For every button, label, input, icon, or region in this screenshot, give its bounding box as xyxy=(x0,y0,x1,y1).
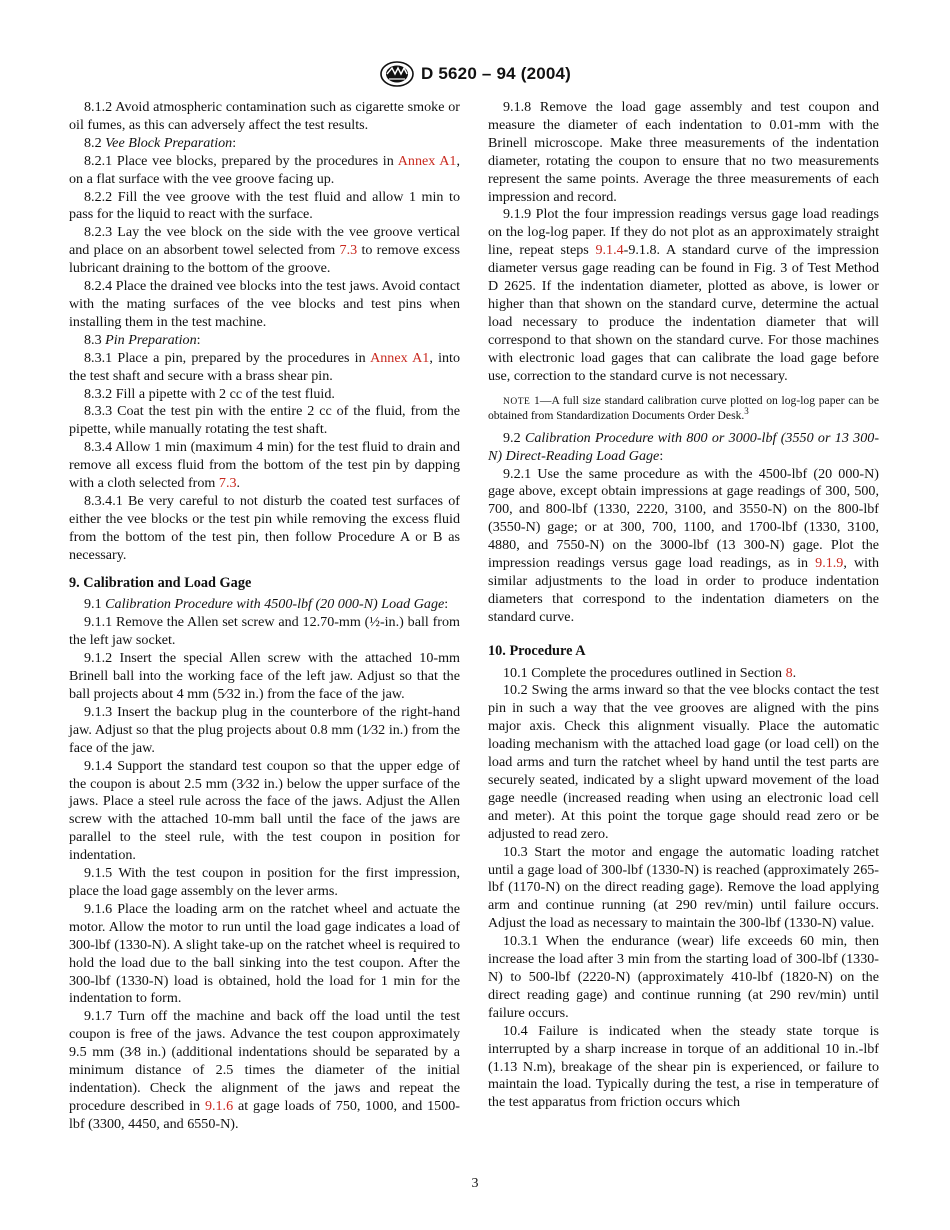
link-section-8[interactable]: 8 xyxy=(785,664,793,681)
astm-logo-icon xyxy=(379,60,415,88)
para-8-3-2: 8.3.2 Fill a pipette with 2 cc of the test fluid. xyxy=(84,385,335,402)
para-8-3-1 xyxy=(69,350,460,386)
text: to remove excess lubricant draining to the bottom of the groove. xyxy=(69,242,460,277)
note-1 xyxy=(488,394,879,424)
text: . xyxy=(792,664,797,681)
text: 9.2.1 Use the same procedure as with the 4500-lbf (20 000-N) gage above, except obtain impressions at gage readings of 300, 500, 700, and 800-lbf (1330, 2220, 3100, and 3550-N) on the 800-lbf (3550-N) gage; or at 300, 700, 1100, and 1700-lbf (1330, 3100, 4880, and 7550-N) on the 3000-lbf (13 300-N) gage. Plot the impression readings versus gage load readings, as in xyxy=(488,465,879,572)
para-9-1-5: 9.1.5 With the test coupon in position for the first impression, place the load gage assembly on the lever arms. xyxy=(69,865,460,899)
link-9-1-9[interactable]: 9.1.9 xyxy=(815,555,844,572)
text: . xyxy=(236,475,241,492)
text: 8.2.1 Place vee blocks, prepared by the procedures in xyxy=(84,152,398,169)
para-8-1-2: 8.1.2 Avoid atmospheric contamination such as cigarette smoke or oil fumes, as this can adversely affect the test results. xyxy=(69,99,460,133)
link-7-3[interactable]: 7.3 xyxy=(218,475,237,492)
para-8-2-3 xyxy=(69,224,460,278)
left-column xyxy=(69,99,460,1134)
para-8-2-4: 8.2.4 Place the drained vee blocks into the test jaws. Avoid contact with the mating surfaces of the vee blocks and test pins when installing them in the test machine. xyxy=(69,278,460,330)
para-9-1-1: 9.1.1 Remove the Allen set screw and 12.70-mm (½-in.) ball from the left jaw socket. xyxy=(69,614,460,649)
para-10-1 xyxy=(488,665,879,683)
section-number: 8.3 xyxy=(84,331,106,348)
link-9-1-6[interactable]: 9.1.6 xyxy=(204,1097,234,1114)
para-9-1-6: 9.1.6 Place the loading arm on the ratchet wheel and actuate the motor. Allow the motor to run until the load gage indicates a load of 300-lbf (1330-N). A slight take-up on the ratchet wheel is required to hold the load due to the ball sinking into the test coupon. After the 300-lbf (1330-N) load is obtained, hold the load for 1 min for the indentation to form. xyxy=(69,900,460,1007)
heading-section-10: 10. Procedure A xyxy=(488,642,586,659)
note-text: 1—A full size standard calibration curve plotted on log-log paper can be obtained from Standardization Documents Order Desk. xyxy=(488,393,879,423)
text: , on a flat surface with the vee groove facing up. xyxy=(69,152,460,187)
link-annex-a1[interactable]: Annex A1 xyxy=(370,349,430,366)
para-9-2 xyxy=(488,430,879,466)
para-9-1-2: 9.1.2 Insert the special Allen screw with the attached 10-mm Brinell ball into the working face of the left jaw. Adjust so that the ball projects about 4 mm (5⁄32 in.) from the face of the jaw. xyxy=(69,650,460,702)
text: 8.3.4 Allow 1 min (maximum 4 min) for the test fluid to drain and remove all excess fluid from the bottom of the test pin by dapping with a cloth selected from xyxy=(69,439,460,492)
footnote-ref: 3 xyxy=(744,406,749,417)
section-number: 9.1 xyxy=(84,596,106,613)
section-title: Vee Block Preparation xyxy=(105,134,233,151)
text: at gage loads of 750, 1000, and 1500-lbf (3300, 4450, and 6550-N). xyxy=(69,1097,461,1132)
para-9-1-3: 9.1.3 Insert the backup plug in the counterbore of the right-hand jaw. Adjust so that the plug projects about 0.8 mm (1⁄32 in.) from the face of the jaw. xyxy=(69,703,460,756)
heading-section-9: 9. Calibration and Load Gage xyxy=(69,574,252,591)
text: , with similar adjustments to the load in order to produce indentation diameters that correspond to the indentation diameters on the standard curve. xyxy=(488,555,879,625)
para-8-3 xyxy=(69,332,460,350)
para-8-2-2: 8.2.2 Fill the vee groove with the test fluid and allow 1 min to pass for the liquid to react with the surface. xyxy=(69,188,460,223)
section-title: Calibration Procedure with 4500-lbf (20 000-N) Load Gage xyxy=(105,596,445,613)
text: -9.1.8. A standard curve of the impression diameter versus gage reading can be found in Fig. 3 of Test Method D 2625. If the indentation diameter, plotted as above, is lower or higher than that shown on the standard curve, determine the actual load necessary to produce the indentation diameter that will correspond to that shown on the standard curve. For those machines with electronic load gages that can calibrate the load gage before use, correction to the standard curve is not necessary. xyxy=(488,242,879,384)
page-number: 3 xyxy=(471,1176,479,1191)
right-column xyxy=(488,99,879,1112)
colon: : xyxy=(659,447,664,464)
document-designation: D 5620 – 94 (2004) xyxy=(420,64,572,83)
section-title: Calibration Procedure with 800 or 3000-lbf (3550 or 13 300-N) Direct-Reading Load Gage xyxy=(488,429,880,464)
para-9-2-1 xyxy=(488,466,879,627)
link-annex-a1[interactable]: Annex A1 xyxy=(397,152,457,169)
colon: : xyxy=(444,596,449,613)
para-9-1-4: 9.1.4 Support the standard test coupon so that the upper edge of the coupon is about 2.5 mm (3⁄32 in.) below the upper surface of the jaws. Place a steel rule across the face of the jaws. Adjust the Allen screw with the attached 10-mm ball until the face of the jaws are parallel to the steel rule, with the test coupon in position for indentation. xyxy=(69,757,460,864)
section-title: Pin Preparation xyxy=(105,331,197,348)
para-9-1-8: 9.1.8 Remove the load gage assembly and test coupon and measure the diameter of each indentation to 0.01-mm with the Brinell microscope. Make three measurements of the indentation diameter, rotating the coupon to ensure that no two measurements represent the same points. Average the three measurements of each impression and record. xyxy=(488,99,879,205)
para-10-3-1: 10.3.1 When the endurance (wear) life exceeds 60 min, then increase the load after 3 min from the starting load of 300-lbf (1330-N) to 500-lbf (2220-N) (approximately 410-lbf (1820-N) on the direct reading gage) and continue running (at 290 rev/min) until failure occurs. xyxy=(488,933,879,1021)
para-10-4: 10.4 Failure is indicated when the steady state torque is interrupted by a sharp increase in torque of an additional 10 in.-lbf (1.13 N.m), breakage of the shear pin is experienced, or failure to maintain the load. Typically during the test, a rise in temperature of the test apparatus from friction occurs which xyxy=(488,1022,879,1111)
note-label: NOTE xyxy=(503,396,531,407)
text: 10.1 Complete the procedures outlined in Section xyxy=(503,664,786,681)
colon: : xyxy=(232,134,237,151)
para-9-1 xyxy=(69,596,460,614)
text: 9.1.9 Plot the four impression readings versus gage load readings on the log-log paper. If they do not plot as an approximately straight line, repeat steps xyxy=(488,206,879,259)
para-8-2 xyxy=(69,135,460,153)
para-8-2-1 xyxy=(69,153,460,189)
text: 9.1.7 Turn off the machine and back off the load until the test coupon is free of the jaws. Advance the test coupon approximately 9.5 mm (3⁄8 in.) (additional indentations should be separated by a minimum distance of 2.5 times the diameter of the initial indentation). Check the alignment of the jaws and repeat the procedure described in xyxy=(69,1008,460,1114)
link-9-1-4[interactable]: 9.1.4 xyxy=(595,242,624,259)
page-header xyxy=(0,60,950,88)
colon: : xyxy=(196,331,201,348)
link-7-3[interactable]: 7.3 xyxy=(339,242,358,259)
para-10-2: 10.2 Swing the arms inward so that the vee blocks contact the test pin in such a way that the vee grooves are aligned with the pins major axis. Check this alignment visually. Place the automatic loading mechanism with the attached load gage (or load cell) on the load arms and turn the ratchet wheel by hand until the test parts are securely seated, indicated by a slight upward movement of the load gage needle (increased reading when using an electronic load cell and meter). At this point the torque gage should read zero or be adjusted to read zero. xyxy=(488,682,879,842)
para-8-3-4-1: 8.3.4.1 Be very careful to not disturb the coated test surfaces of either the vee blocks or the test pin while removing the excess fluid from the bottom of the test pin, then follow Procedure A or B as necessary. xyxy=(69,492,460,563)
para-9-1-9 xyxy=(488,206,879,385)
section-number: 8.2 xyxy=(84,134,106,151)
text: , into the test shaft and secure with a brass shear pin. xyxy=(69,349,460,384)
text: 8.3.1 Place a pin, prepared by the procedures in xyxy=(84,349,371,366)
para-9-1-7 xyxy=(69,1008,460,1133)
section-number: 9.2 xyxy=(503,429,525,446)
text: 8.2.3 Lay the vee block on the side with the vee groove vertical and place on an absorbent towel selected from xyxy=(69,224,460,259)
para-10-3: 10.3 Start the motor and engage the automatic loading ratchet until a gage load of 300-lbf (1330-N) is reached (approximately 265-lbf (1170-N) on the direct reading gage). Remove the load applying arm and continue running (at 290 rev/min) until failure occurs. Adjust the load as necessary to maintain the 300-lbf (1330-N) value. xyxy=(488,843,879,932)
para-8-3-3: 8.3.3 Coat the test pin with the entire 2 cc of the fluid, from the pipette, while manually rotating the test shaft. xyxy=(69,403,460,438)
para-8-3-4 xyxy=(69,439,460,493)
